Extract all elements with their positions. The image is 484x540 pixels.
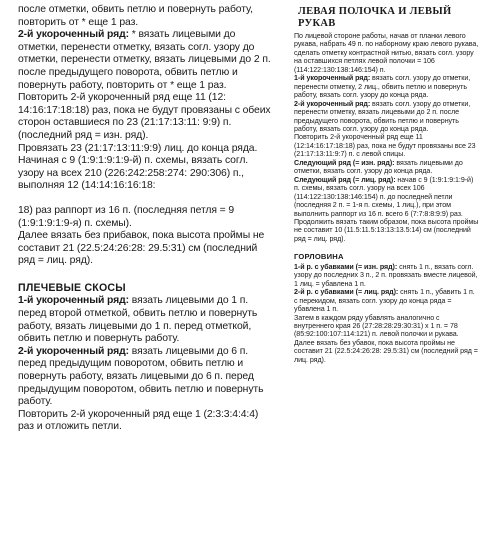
paragraph: после отметки, обвить петлю и повернуть работу, повторить от * еще 1 раз. [18,4,253,28]
row-label: 2-й укороченный ряд: [18,345,129,357]
paragraph: Затем в каждом ряду убавлять аналогично с внутреннего края 26 (27:28:28:29:30:31) х 1 п. = 78 (85:92:100:107:114:121) п. левой полочки и рукава. [294,313,459,339]
row-text: вязать согл. узору до отметки, перенести отметку, вязать лицевыми до 2 п. после предыдущего поворота, обвить петлю и повернуть работу, вязать согл. узору до конца ряда. [294,99,471,133]
row-label: 1-й р. с убавками (= изн. ряд): [294,262,398,271]
row-text: снять 1 п., вязать согл. узору до последних 3 п., 2 п. провязать вместе лицевой, 1 лиц. = убавлена 1 п. [294,262,478,288]
paragraph: Далее вязать без прибавок, пока высота проймы не составит 21 (22.5:24:26:28: 29.5:31) см (последний ряд = лиц. ряд). [18,230,265,267]
right-column [292,0,484,364]
left-column [0,0,282,434]
paragraph: 18) раз раппорт из 16 п. (последняя петля = 9 (1:9:1:9:1:9-я) п. схемы). [18,204,235,229]
row-label: 2-й укороченный ряд: [18,29,129,41]
section-heading-shoulders: ПЛЕЧЕВЫЕ СКОСЫ [18,281,126,294]
paragraph [18,346,276,409]
paragraph [294,176,480,218]
row-label: 2-й р. с убавками (= лиц. ряд): [294,288,399,297]
paragraph: Повторить 2-й укороченный ряд еще 11 (12:14:16:17:18:18) раз, пока не будут провязаны все 23 (21:17:13:11:9:7) п. с левой спицы. [294,133,476,159]
row-label: Следующий ряд (= лиц. ряд): [294,175,396,184]
section-gap [18,268,276,280]
row-text: вязать лицевыми до отметки, вязать согл. узору до конца ряда. [294,158,463,176]
paragraph [18,295,276,345]
column-break-gap [18,193,276,205]
paragraph [294,159,480,176]
row-text: вязать лицевыми до 1 п. перед второй отметкой, обвить петлю и повернуть работу, вязать лицевыми до 1 п. перед отметкой, обвить петлю и повернуть работу. [18,295,258,345]
row-label: Следующий ряд (= изн. ряд): [294,158,395,167]
row-label: 2-й укороченный ряд: [294,99,371,108]
paragraph: Повторить 2-й укороченный ряд еще 11 (12: 14:16:17:18:18) раз, пока не будут провязаны с обеих сторон оставшиеся по 23 (21:17:13:11: 9:9) п. (последний ряд = изн. ряд). [18,92,271,141]
paragraph: Начиная с 9 (1:9:1:9:1:9-й) п. схемы, вязать согл. узору на всех 210 (226:242:258:274: 290:306) п., выполняя 12 (14:14:16:16:18: [18,155,249,192]
row-text: вязать согл. узору до отметки, перенести отметку, 2 лиц., обвить петлю и повернуть работу, вязать согл. узору до конца ряда. [294,74,471,100]
paragraph [294,263,480,288]
paragraph: Продолжить вязать таким образом, пока высота проймы не составит 10 (11.5:11.5:13:13:13.5:14) см (последний ряд = лиц. ряд). [294,217,479,243]
paragraph: По лицевой стороне работы, начав от планки левого рукава, набрать 49 п. по наборному краю левого рукава, сделать отметку контрастной нитью, вязать согл. узору на оставшихся петлях левой полочки = 106 (114:122:130:138:146:154) п. [294,32,479,74]
row-text: вязать лицевыми до 6 п. перед предыдущим поворотом, обвить петлю и повернуть работу, вязать лицевыми до 6 п. перед предыдущим поворотом, обвить петлю и повернуть работу. [18,345,264,408]
row-label: 1-й укороченный ряд: [18,295,129,307]
paragraph [18,29,276,92]
row-label: 1-й укороченный ряд: [294,74,371,83]
paragraph: Далее вязать без убавок, пока высота проймы не составит 21 (22.5:24:26:28: 29.5:31) см (последний ряд = лиц. ряд). [294,338,478,364]
paragraph: Повторить 2-й укороченный ряд еще 1 (2:3:3:4:4:4) раз и отложить петли. [18,408,259,433]
section-heading-neckline: ГОРЛОВИНА [294,252,344,262]
row-text: * вязать лицевыми до отметки, перенести отметку, вязать согл. узору до отметки, перенести отметку, вязать лицевыми до 2 п. после предыдущего поворота, обвить петлю и повернуть работу, повторить от * еще 1 раз. [18,29,271,91]
paragraph [294,100,480,134]
paragraph [294,288,480,313]
paragraph [294,74,480,99]
section-heading-left-front: ЛЕВАЯ ПОЛОЧКА И ЛЕВЫЙ РУКАВ [298,6,452,29]
row-text: начав с 9 (1:9:1:9:1:9-й) п. схемы, вязать согл. узору на всех 106 (114:122:130:138:146:154) п. до последней петли (последняя 2 п. = 1-я п. схемы, 1 лиц.), при этом выполнить раппорт из 16 п. всего 6 (7:7:8:8:9:9) раз. [294,175,474,218]
row-text: снять 1 п., убавить 1 п. с перекидом, вязать согл. узору до конца ряда = убавлена 1 п. [294,288,475,314]
section-gap [294,243,480,249]
paragraph: Провязать 23 (21:17:13:11:9:9) лиц. до конца ряда. [18,142,258,154]
